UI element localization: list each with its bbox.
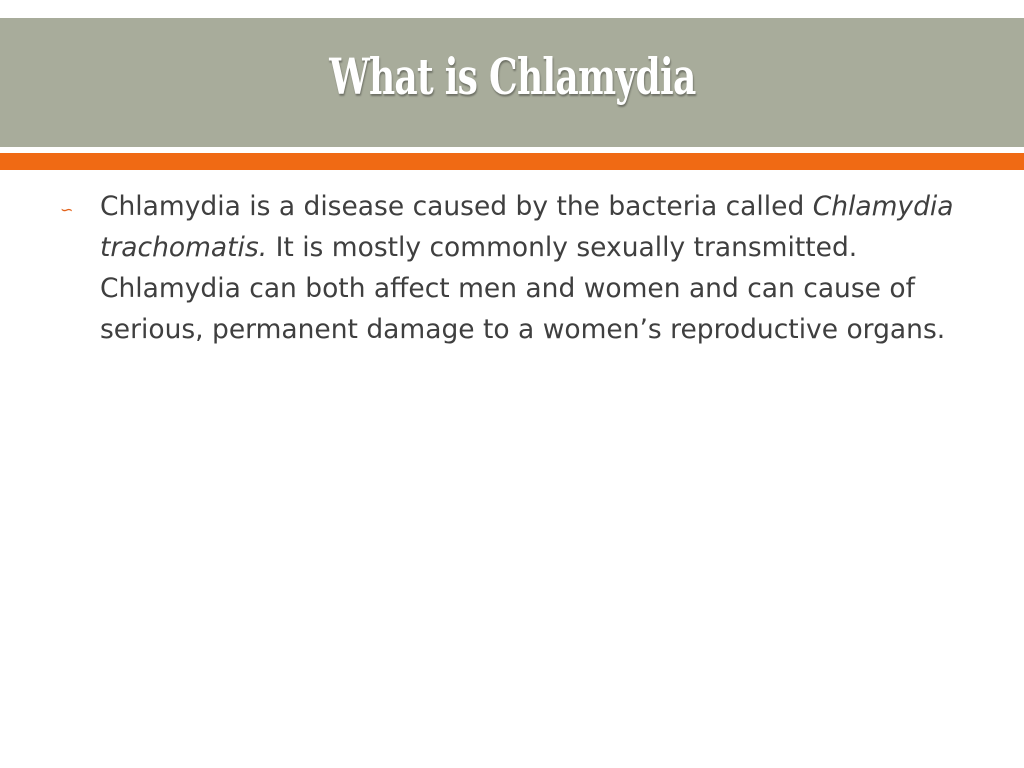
bullet-text	[100, 186, 980, 350]
accent-bar	[0, 153, 1024, 170]
slide-title: What is Chlamydia	[328, 47, 696, 106]
content-area	[60, 186, 980, 350]
wavy-bullet-icon: ∽	[60, 200, 74, 219]
title-band	[0, 18, 1024, 147]
body-text-part1: Chlamydia is a disease caused by the bacteria called	[100, 191, 813, 222]
bullet-item	[60, 186, 980, 350]
body-text-part2: It is mostly commonly sexually transmitted. Chlamydia can both affect men and women and can cause of serious, permanent damage to a women’s reproductive organs.	[100, 232, 946, 345]
body-text-italic: Chlamydia trachomatis.	[100, 191, 954, 263]
